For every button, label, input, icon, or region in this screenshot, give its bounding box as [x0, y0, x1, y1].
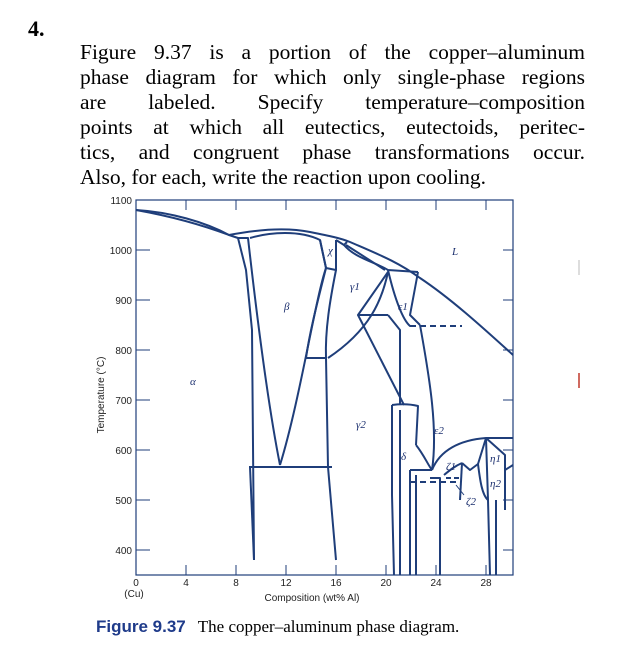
phase-label-eta1: η1 [490, 453, 501, 465]
question-line: are labeled. Specify temperature–composition [80, 90, 585, 114]
phase-label-liquid: L [452, 246, 459, 258]
y-axis-label: Temperature (°C) [96, 356, 107, 434]
figure-caption-label: Figure 9.37 [96, 617, 186, 636]
phase-label-gamma1: γ1 [350, 281, 360, 293]
x-tick-label: 20 [380, 578, 392, 589]
phase-label-zeta2: ζ2 [466, 496, 476, 508]
x-axis-label: Composition (wt% Al) [264, 593, 360, 604]
phase-label-beta: β [284, 301, 290, 313]
phase-label-zeta1: ζ1 [446, 461, 456, 473]
y-tick-label: 800 [115, 346, 132, 357]
phase-boundaries [136, 210, 513, 575]
phase-label-epsilon1: ε1 [398, 301, 408, 313]
x-tick-label: 28 [480, 578, 492, 589]
x-tick-label: 24 [430, 578, 442, 589]
x-tick-label: 8 [233, 578, 239, 589]
phase-label-epsilon2: ε2 [434, 425, 444, 437]
question-line: Also, for each, write the reaction upon cooling. [80, 165, 486, 189]
question-line: Figure 9.37 is a portion of the copper–aluminum [80, 40, 585, 64]
y-tick-label: 400 [115, 546, 132, 557]
question-number: 4. [28, 16, 45, 41]
y-tick-label: 700 [115, 396, 132, 407]
figure-caption-text: The copper–aluminum phase diagram. [197, 617, 460, 636]
x-tick-label: 16 [330, 578, 342, 589]
phase-label-eta2: η2 [490, 478, 501, 490]
top-ticks [186, 200, 486, 210]
question-line: phase diagram for which only single-phase regions [80, 65, 585, 89]
phase-label-chi: χ [328, 245, 333, 257]
y-axis [96, 196, 150, 557]
x-tick-label: 12 [280, 578, 292, 589]
phase-label-alpha: α [190, 376, 196, 388]
question-line: tics, and congruent phase transformations occur. [80, 140, 585, 164]
y-tick-label: 900 [115, 296, 132, 307]
y-tick-label: 600 [115, 446, 132, 457]
x-axis [124, 565, 492, 604]
y-tick-label: 1000 [109, 246, 132, 257]
question-line: points at which all eutectics, eutectoids, peritec- [80, 115, 585, 139]
x-min-note: (Cu) [124, 589, 144, 600]
phase-diagram [0, 190, 621, 610]
x-tick-label: 0 [133, 578, 139, 589]
phase-label-delta: δ [401, 451, 407, 463]
question-text [80, 40, 585, 190]
figure-caption [96, 617, 459, 637]
phase-labels [190, 245, 501, 508]
y-tick-label: 500 [115, 496, 132, 507]
x-tick-label: 4 [183, 578, 189, 589]
y-tick-label: 1100 [110, 196, 132, 207]
phase-label-gamma2: γ2 [356, 419, 366, 431]
